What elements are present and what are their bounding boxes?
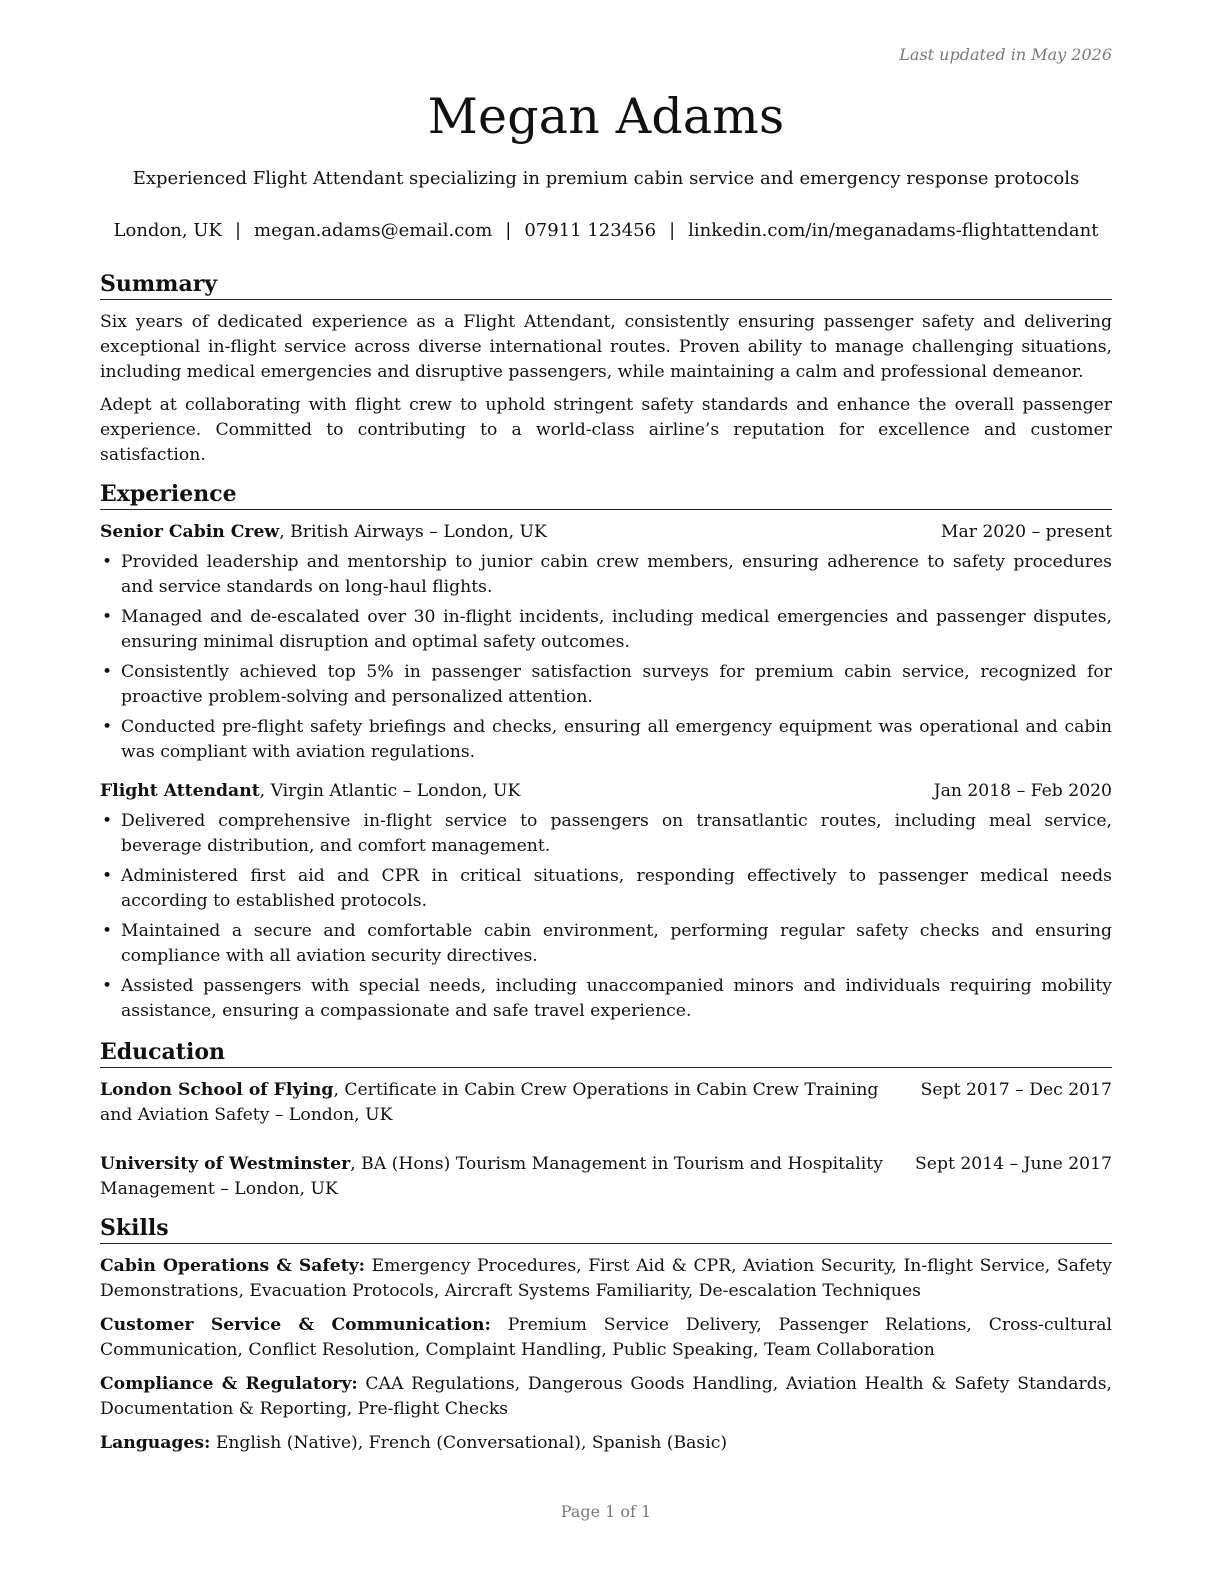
- degree-detail: , Certificate in Cabin Crew Operations in Cabin Crew Training and Aviation Safety – London, UK: [100, 1080, 879, 1125]
- bullet-icon: •: [102, 607, 113, 627]
- list-item: • Provided leadership and mentorship to junior cabin crew members, ensuring adherence to safety procedures and service standards on long-haul flights.: [102, 552, 1112, 597]
- job-role: Senior Cabin Crew: [100, 522, 280, 542]
- summary-section: [100, 270, 1112, 468]
- skill-group-items: Emergency Procedures, First Aid & CPR, Aviation Security, In-flight Service, Safety Demonstrations, Evacuation Protocols, Aircraft Systems Familiarity, De-escalation Techniques: [100, 1256, 1113, 1301]
- job-employer: , British Airways – London, UK: [279, 522, 547, 542]
- list-item: • Assisted passengers with special needs, including unaccompanied minors and individuals requiring mobility assistance, ensuring a compassionate and safe travel experience.: [102, 976, 1112, 1021]
- bullet-icon: •: [102, 921, 113, 941]
- education-entry: [100, 1152, 1112, 1202]
- list-item: • Delivered comprehensive in-flight service to passengers on transatlantic routes, including meal service, beverage distribution, and comfort management.: [102, 811, 1112, 856]
- experience-section: [100, 480, 1112, 1024]
- tagline: Experienced Flight Attendant specializing in premium cabin service and emergency response protocols: [132, 168, 1080, 189]
- job-header: [100, 520, 1112, 545]
- job-bullets: [100, 550, 1112, 765]
- job-header: [100, 779, 1112, 804]
- resume-page: [100, 0, 1112, 1584]
- job-employer: , Virgin Atlantic – London, UK: [259, 781, 521, 801]
- list-item: • Administered first aid and CPR in critical situations, responding effectively to passenger medical needs according to established protocols.: [102, 866, 1112, 911]
- job-bullets: [100, 809, 1112, 1024]
- bullet-icon: •: [102, 717, 113, 737]
- skill-group-items: English (Native), French (Conversational), Spanish (Basic): [215, 1433, 728, 1453]
- skill-group-label: Cabin Operations & Safety:: [100, 1256, 366, 1276]
- section-heading: Experience: [100, 480, 1112, 510]
- list-item: • Managed and de-escalated over 30 in-flight incidents, including medical emergencies and passenger disputes, ensuring minimal disruption and optimal safety outcomes.: [102, 607, 1112, 652]
- list-item: • Consistently achieved top 5% in passenger satisfaction surveys for premium cabin service, recognized for proactive problem-solving and personalized attention.: [102, 662, 1112, 707]
- bullet-icon: •: [102, 811, 113, 831]
- skill-group-label: Compliance & Regulatory:: [100, 1374, 358, 1394]
- page-number: Page 1 of 1: [560, 1502, 652, 1521]
- contact-location: London, UK: [113, 220, 222, 241]
- bullet-icon: •: [102, 552, 113, 572]
- skills-section: [100, 1214, 1112, 1456]
- school-name: London School of Flying: [100, 1080, 334, 1100]
- degree-detail: , BA (Hons) Tourism Management in Tourism and Hospitality Management – London, UK: [100, 1154, 883, 1199]
- list-item: • Maintained a secure and comfortable cabin environment, performing regular safety checks and ensuring compliance with all aviation security directives.: [102, 921, 1112, 966]
- resume-body: [100, 270, 1112, 1468]
- section-heading: Education: [100, 1038, 1112, 1068]
- contact-separator: |: [505, 220, 512, 241]
- summary-paragraph: Adept at collaborating with flight crew to uphold stringent safety standards and enhance the overall passenger experience. Committed to contributing to a world-class airline’s reputation for excellence and customer satisfaction.: [100, 395, 1112, 465]
- skill-group: [100, 1254, 1112, 1304]
- section-heading: Skills: [100, 1214, 1112, 1244]
- job-dates: Mar 2020 – present: [940, 522, 1112, 542]
- contact-line: [100, 220, 1112, 241]
- job-entry: [100, 520, 1112, 765]
- job-role: Flight Attendant: [100, 781, 260, 801]
- contact-phone[interactable]: 07911 123456: [524, 220, 657, 241]
- bullet-icon: •: [102, 662, 113, 682]
- education-section: [100, 1038, 1112, 1202]
- skill-group: [100, 1372, 1112, 1422]
- contact-linkedin-link[interactable]: linkedin.com/in/meganadams-flightattendant: [688, 220, 1099, 241]
- contact-separator: |: [669, 220, 676, 241]
- last-updated-note: Last updated in May 2026: [899, 45, 1112, 64]
- summary-paragraph: Six years of dedicated experience as a Flight Attendant, consistently ensuring passenger safety and delivering exceptional in-flight service across diverse international routes. Proven ability to manage challenging situations, including medical emergencies and disruptive passengers, while maintaining a calm and professional demeanor.: [100, 312, 1112, 382]
- job-entry: [100, 779, 1112, 1024]
- skill-group-label: Languages:: [100, 1433, 211, 1453]
- contact-separator: |: [234, 220, 242, 241]
- skill-group: [100, 1431, 1112, 1456]
- job-dates: Jan 2018 – Feb 2020: [933, 781, 1112, 801]
- skill-group-label: Customer Service & Communication:: [100, 1315, 491, 1335]
- skill-group-items: CAA Regulations, Dangerous Goods Handling, Aviation Health & Safety Standards, Documentation & Reporting, Pre-flight Checks: [100, 1374, 1112, 1419]
- school-name: University of Westminster: [100, 1154, 351, 1174]
- candidate-name: Megan Adams: [427, 88, 785, 145]
- skill-group-items: Premium Service Delivery, Passenger Relations, Cross-cultural Communication, Conflict Resolution, Complaint Handling, Public Speaking, Team Collaboration: [100, 1315, 1112, 1360]
- contact-email-link[interactable]: megan.adams@email.com: [254, 220, 493, 241]
- education-dates: Sept 2014 – June 2017: [915, 1154, 1112, 1174]
- section-heading: Summary: [100, 270, 1112, 300]
- list-item: • Conducted pre-flight safety briefings and checks, ensuring all emergency equipment was operational and cabin was compliant with aviation regulations.: [102, 717, 1112, 762]
- bullet-icon: •: [102, 976, 113, 996]
- education-entry: [100, 1078, 1112, 1128]
- education-dates: Sept 2017 – Dec 2017: [920, 1080, 1112, 1100]
- skill-group: [100, 1313, 1112, 1363]
- bullet-icon: •: [102, 866, 113, 886]
